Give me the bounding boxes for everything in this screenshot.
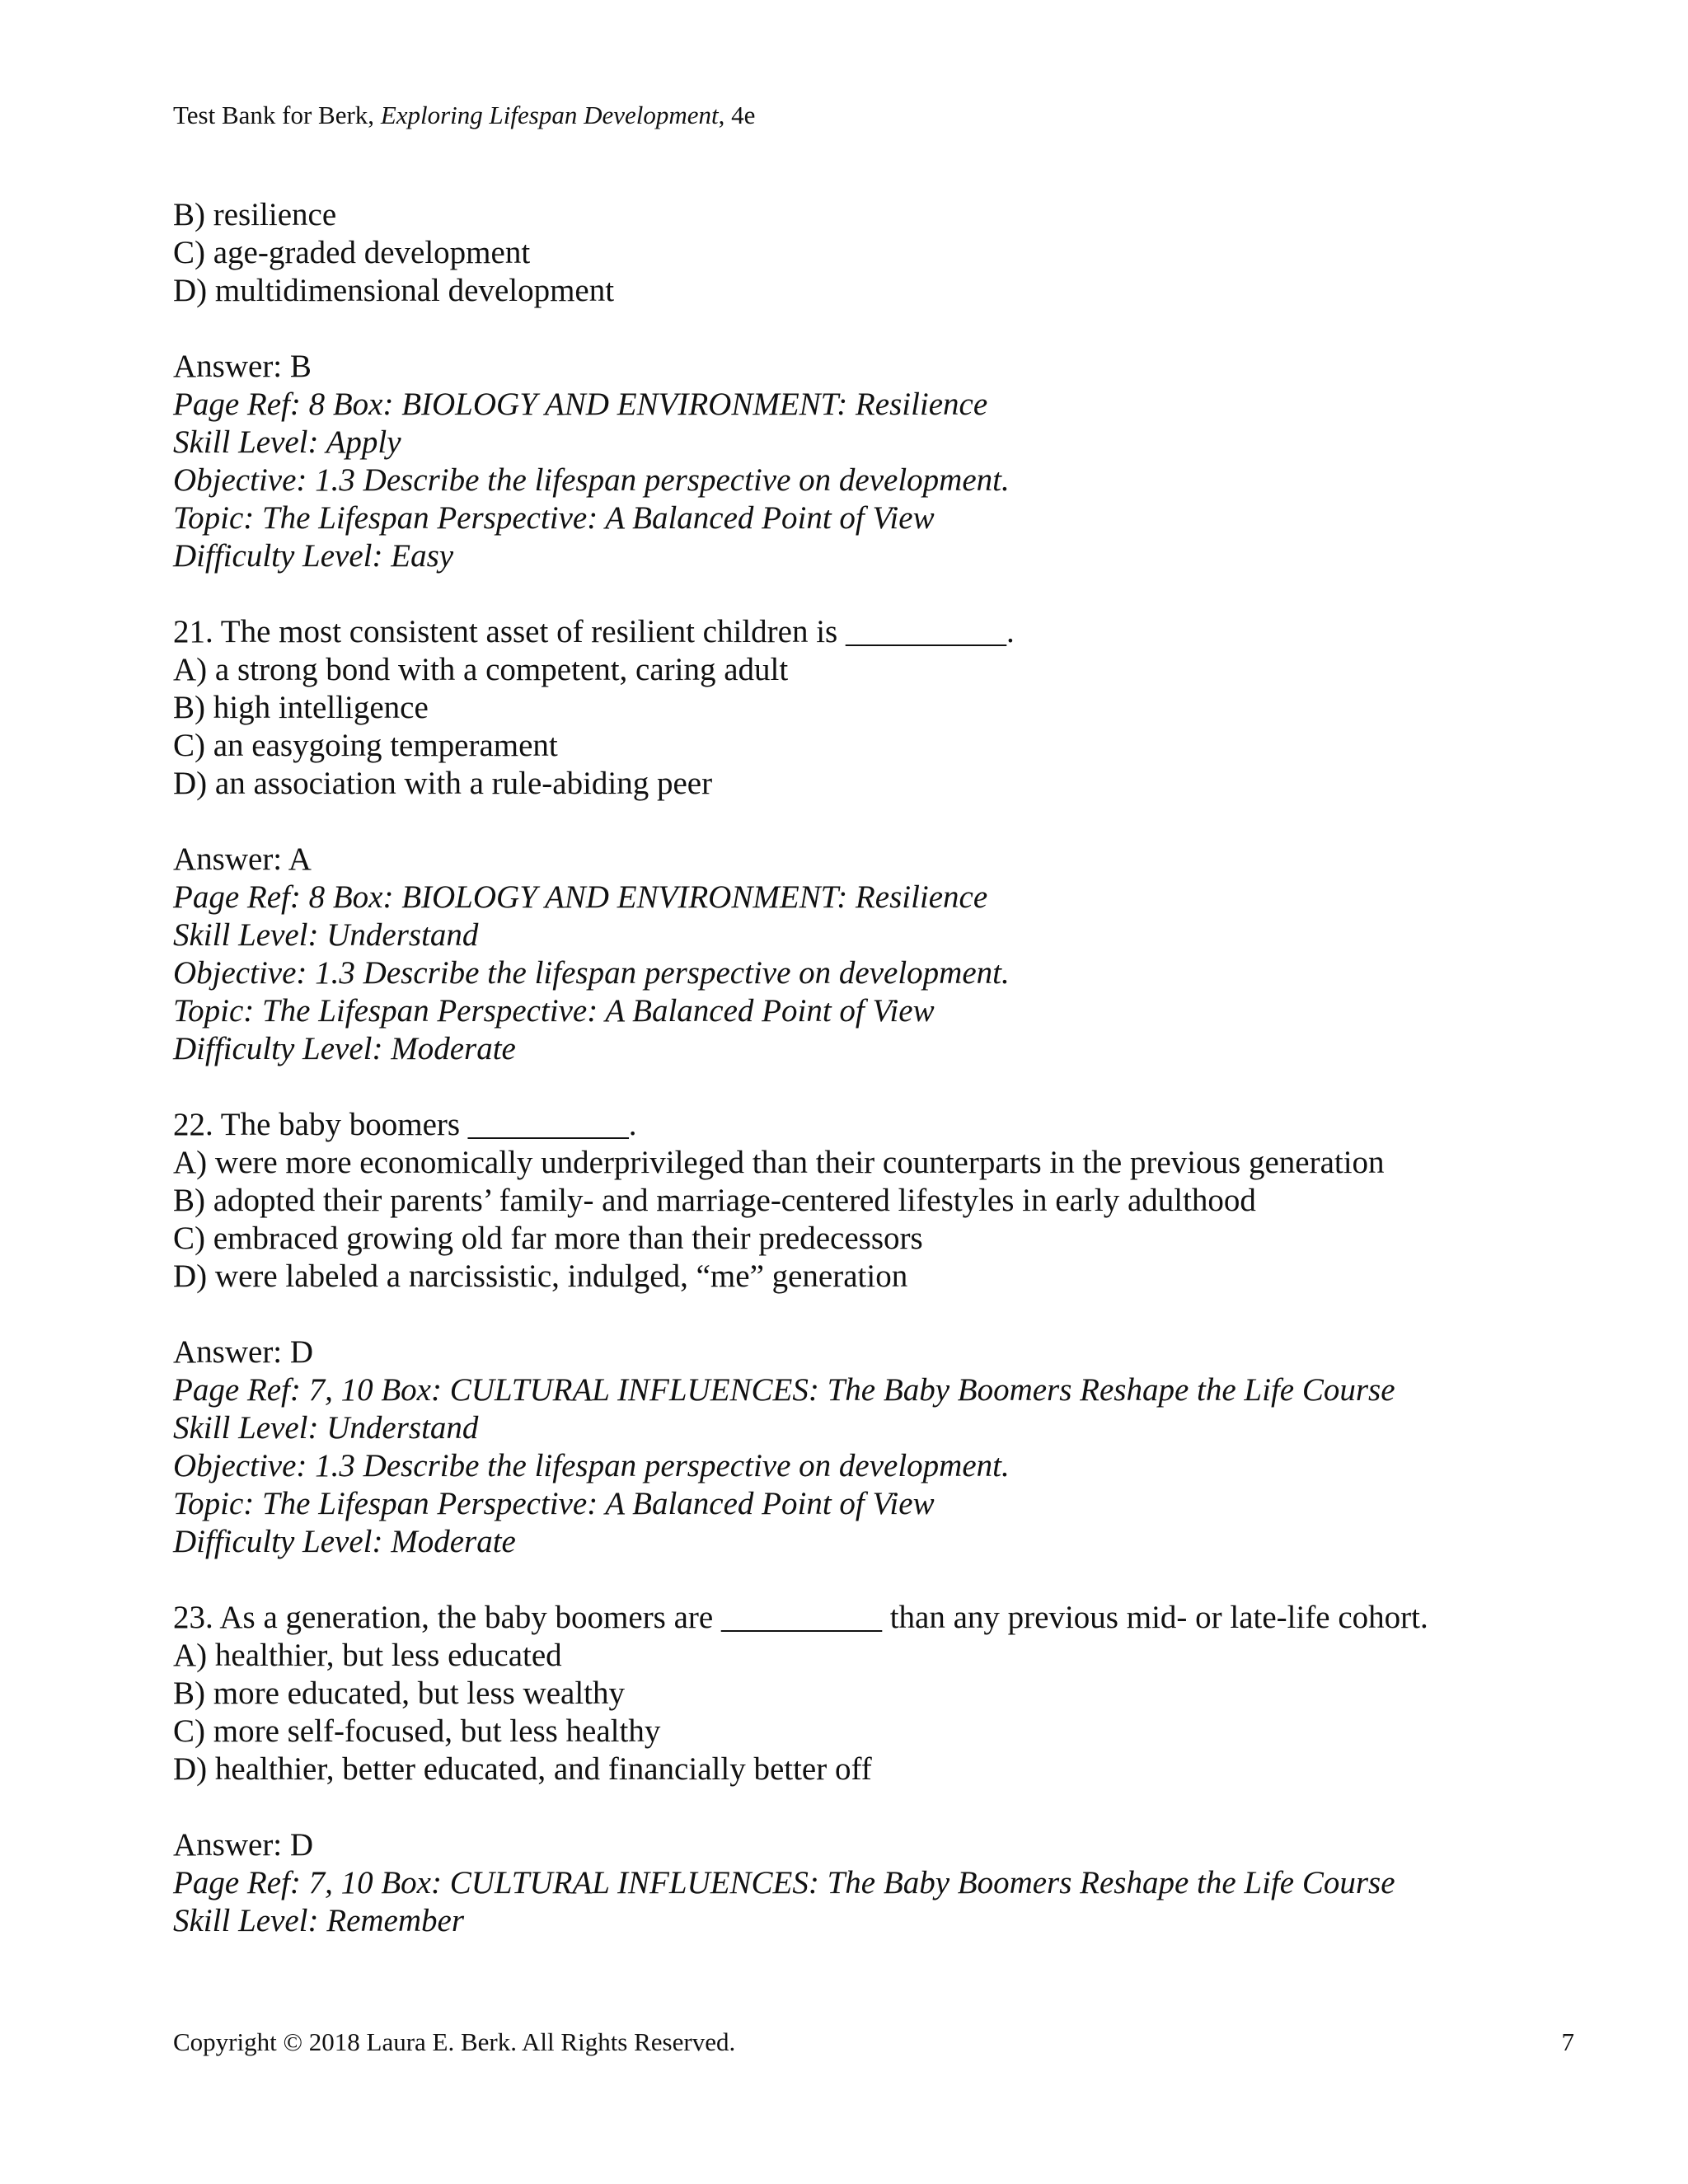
question-block-21 [173,613,1574,1106]
answer-line: Answer: A [173,841,312,877]
question-stem: 21. The most consistent asset of resilient children is __________. [173,614,1015,649]
page-number: 7 [1561,2027,1574,2056]
option-d: D) were labeled a narcissistic, indulged, “me” generation [173,1258,908,1294]
option-c: C) embraced growing old far more than their predecessors [173,1221,923,1256]
page-footer [173,2024,1574,2060]
skill-level: Skill Level: Understand [173,1410,479,1446]
option-b: B) high intelligence [173,690,429,725]
option-b: B) more educated, but less wealthy [173,1675,625,1711]
answer-line: Answer: D [173,1334,314,1370]
option-c: C) age-graded development [173,235,531,270]
objective: Objective: 1.3 Describe the lifespan perspective on development. [173,1448,1010,1483]
topic: Topic: The Lifespan Perspective: A Balanced Point of View [173,993,935,1029]
option-b: B) resilience [173,197,337,232]
option-b: B) adopted their parents’ family- and marriage-centered lifestyles in early adulthood [173,1183,1256,1218]
question-stem: 23. As a generation, the baby boomers are __________ than any previous mid- or late-life cohort. [173,1600,1428,1635]
page-ref: Page Ref: 8 Box: BIOLOGY AND ENVIRONMENT: Resilience [173,387,988,422]
header-book-title: Exploring Lifespan Development [380,101,719,129]
question-block-22 [173,1106,1574,1599]
answer-line: Answer: D [173,1827,314,1863]
option-d: D) multidimensional development [173,273,615,308]
page-ref: Page Ref: 7, 10 Box: CULTURAL INFLUENCES: The Baby Boomers Reshape the Life Course [173,1865,1395,1900]
objective: Objective: 1.3 Describe the lifespan perspective on development. [173,955,1010,991]
answer-line: Answer: B [173,349,312,384]
page-ref: Page Ref: 7, 10 Box: CULTURAL INFLUENCES: The Baby Boomers Reshape the Life Course [173,1372,1395,1408]
copyright-notice: Copyright © 2018 Laura E. Berk. All Rights Reserved. [173,2027,736,2056]
skill-level: Skill Level: Remember [173,1903,465,1938]
option-a: A) were more economically underprivileged than their counterparts in the previous generation [173,1145,1385,1180]
running-header [173,97,755,134]
difficulty-level: Difficulty Level: Easy [173,538,454,574]
question-block-23 [173,1599,1574,1940]
option-c: C) an easygoing temperament [173,728,558,763]
skill-level: Skill Level: Apply [173,424,401,460]
option-d: D) an association with a rule-abiding peer [173,766,713,801]
topic: Topic: The Lifespan Perspective: A Balanced Point of View [173,500,935,536]
page-body [173,196,1574,1940]
difficulty-level: Difficulty Level: Moderate [173,1524,516,1559]
page-ref: Page Ref: 8 Box: BIOLOGY AND ENVIRONMENT: Resilience [173,879,988,915]
option-a: A) a strong bond with a competent, caring adult [173,652,789,687]
header-suffix: , 4e [718,101,756,129]
header-prefix: Test Bank for Berk, [173,101,381,129]
question-stem: 22. The baby boomers __________. [173,1107,637,1142]
option-a: A) healthier, but less educated [173,1638,562,1673]
difficulty-level: Difficulty Level: Moderate [173,1031,516,1066]
option-d: D) healthier, better educated, and financially better off [173,1751,872,1787]
skill-level: Skill Level: Understand [173,917,479,953]
objective: Objective: 1.3 Describe the lifespan perspective on development. [173,462,1010,498]
question-block-continued [173,196,1574,613]
topic: Topic: The Lifespan Perspective: A Balanced Point of View [173,1486,935,1521]
option-c: C) more self-focused, but less healthy [173,1713,661,1749]
